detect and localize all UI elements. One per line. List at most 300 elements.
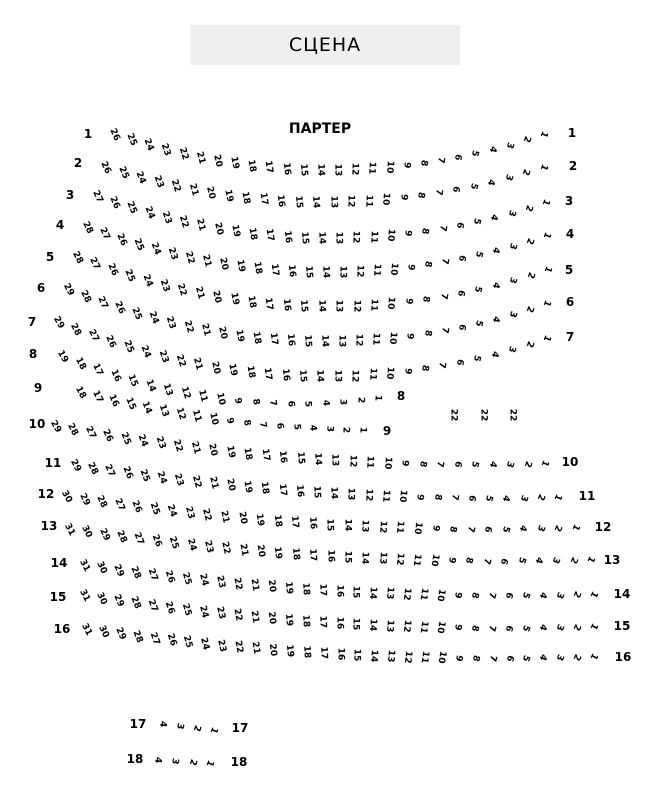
seat[interactable]: 12 — [401, 587, 413, 601]
seat[interactable]: 2 — [523, 236, 536, 246]
seat[interactable]: 20 — [215, 325, 229, 341]
seat[interactable]: 8 — [249, 398, 261, 407]
seat[interactable]: 23 — [213, 574, 227, 590]
seat[interactable]: 1 — [587, 589, 600, 600]
seat[interactable]: 5 — [472, 250, 485, 259]
seat[interactable]: 30 — [79, 524, 95, 541]
seat[interactable]: 17 — [316, 615, 328, 629]
seat[interactable]: 30 — [94, 560, 109, 576]
seat[interactable]: 1 — [207, 725, 220, 735]
seat[interactable]: 18 — [250, 330, 263, 345]
seat[interactable]: 13 — [384, 586, 396, 601]
seat[interactable]: 22 — [171, 438, 185, 454]
seat[interactable]: 15 — [123, 396, 138, 412]
seat[interactable]: 13 — [345, 487, 357, 501]
seat[interactable]: 19 — [228, 292, 241, 307]
seat[interactable]: 15 — [303, 265, 314, 279]
seat[interactable]: 3 — [553, 590, 566, 600]
seat[interactable]: 17 — [261, 367, 274, 381]
seat[interactable]: 9 — [400, 161, 412, 169]
seat[interactable]: 16 — [106, 392, 121, 409]
seat[interactable]: 25 — [122, 268, 137, 284]
seat[interactable]: 15 — [311, 485, 322, 499]
seat[interactable]: 23 — [151, 174, 165, 190]
seat[interactable]: 12 — [347, 454, 358, 468]
seat[interactable]: 1 — [587, 621, 600, 632]
seat[interactable]: 17 — [276, 482, 288, 497]
seat[interactable]: 25 — [124, 200, 139, 216]
seat[interactable]: 3 — [506, 309, 519, 319]
seat[interactable]: 25 — [147, 501, 162, 517]
seat[interactable]: 11 — [379, 488, 391, 503]
seat[interactable]: 20 — [211, 221, 225, 236]
seat[interactable]: 19 — [221, 188, 235, 203]
seat[interactable]: 19 — [234, 259, 247, 274]
seat[interactable]: 21 — [188, 440, 202, 456]
seat[interactable]: 6 — [453, 220, 465, 230]
seat[interactable]: 23 — [159, 142, 173, 158]
seat[interactable]: 4 — [486, 144, 498, 154]
seat[interactable]: 9 — [452, 653, 464, 662]
seat[interactable]: 27 — [145, 597, 160, 613]
seat[interactable]: 27 — [97, 226, 112, 242]
seat[interactable]: 1 — [540, 333, 553, 343]
seat[interactable]: 18 — [251, 261, 264, 276]
seat[interactable]: 9 — [414, 492, 426, 501]
seat[interactable]: 14 — [316, 231, 327, 245]
seat[interactable]: 9 — [452, 591, 464, 600]
seat[interactable]: 23 — [182, 505, 196, 521]
seat[interactable]: 10 — [383, 160, 395, 174]
seat[interactable]: 25 — [118, 430, 133, 447]
seat[interactable]: 5 — [519, 590, 532, 601]
seat[interactable]: 21 — [206, 476, 220, 491]
seat[interactable]: 9 — [231, 396, 243, 405]
seat[interactable]: 31 — [77, 587, 92, 604]
seat[interactable]: 19 — [283, 644, 295, 658]
seat[interactable]: 7 — [434, 460, 446, 469]
seat[interactable]: 11 — [366, 367, 378, 381]
seat[interactable]: 7 — [486, 591, 498, 600]
seat[interactable]: 4 — [485, 177, 497, 187]
seat[interactable]: 17 — [263, 160, 275, 175]
seat[interactable]: 10 — [428, 553, 441, 568]
seat[interactable]: 7 — [439, 257, 450, 266]
seat[interactable]: 24 — [196, 604, 210, 619]
seat[interactable]: 19 — [55, 348, 70, 365]
seat[interactable]: 12 — [173, 406, 187, 422]
seat[interactable]: 12 — [178, 385, 192, 401]
seat[interactable]: 24 — [135, 433, 150, 449]
seat[interactable]: 13 — [337, 265, 348, 279]
seat[interactable]: 23 — [202, 539, 215, 554]
seat[interactable]: 25 — [137, 467, 152, 484]
seat[interactable]: 17 — [307, 548, 318, 562]
seat[interactable]: 12 — [376, 520, 388, 534]
seat[interactable]: 1 — [537, 129, 550, 139]
seat[interactable]: 3 — [506, 275, 519, 285]
seat[interactable]: 2 — [524, 270, 536, 280]
seat[interactable]: 18 — [246, 226, 259, 241]
seat[interactable]: 10 — [434, 620, 447, 635]
seat[interactable]: 25 — [179, 571, 193, 586]
seat[interactable]: 22 — [182, 250, 197, 265]
seat[interactable]: 1 — [357, 426, 368, 434]
seat[interactable]: 9 — [402, 229, 413, 238]
seat[interactable]: 15 — [350, 617, 362, 631]
seat[interactable]: 18 — [244, 365, 257, 380]
seat[interactable]: 12 — [354, 264, 365, 278]
seat[interactable]: 16 — [333, 616, 345, 630]
seat[interactable]: 14 — [315, 163, 326, 177]
seat[interactable]: 10 — [213, 391, 227, 407]
seat[interactable]: 22 — [175, 282, 189, 298]
seat[interactable]: 20 — [217, 256, 230, 271]
seat[interactable]: 4 — [536, 590, 549, 601]
seat[interactable]: 14 — [342, 519, 353, 532]
seat[interactable]: 16 — [333, 584, 345, 598]
seat[interactable]: 24 — [141, 137, 156, 153]
seat[interactable]: 2 — [570, 651, 583, 662]
seat[interactable]: 6 — [502, 591, 515, 601]
seat[interactable]: 3 — [502, 172, 515, 182]
seat[interactable]: 7 — [432, 188, 444, 197]
seat[interactable]: 24 — [142, 205, 157, 221]
seat[interactable]: 21 — [249, 641, 262, 656]
seat[interactable]: 11 — [394, 520, 406, 535]
seat[interactable]: 21 — [237, 542, 250, 557]
seat[interactable]: 22 — [231, 607, 244, 623]
seat[interactable]: 5 — [471, 354, 483, 363]
seat[interactable]: 22 — [507, 408, 518, 422]
seat[interactable]: 6 — [497, 556, 510, 566]
seat[interactable]: 22 — [232, 639, 245, 655]
seat[interactable]: 28 — [114, 529, 129, 545]
seat[interactable]: 21 — [193, 150, 207, 165]
seat[interactable]: 3 — [534, 523, 547, 533]
seat[interactable]: 10 — [385, 296, 397, 310]
seat[interactable]: 16 — [334, 647, 346, 661]
seat[interactable]: 19 — [233, 328, 246, 343]
seat[interactable]: 29 — [47, 418, 63, 435]
seat[interactable]: 17 — [267, 332, 280, 346]
seat[interactable]: 18 — [289, 547, 301, 561]
seat[interactable]: 12 — [349, 163, 360, 176]
seat[interactable]: 26 — [114, 231, 129, 248]
seat[interactable]: 11 — [196, 388, 209, 404]
seat[interactable]: 1 — [538, 458, 551, 468]
seat[interactable]: 17 — [316, 583, 328, 597]
seat[interactable]: 12 — [349, 369, 360, 382]
seat[interactable]: 11 — [417, 587, 430, 602]
seat[interactable]: 11 — [371, 263, 382, 277]
seat[interactable]: 22 — [181, 319, 195, 334]
seat[interactable]: 27 — [87, 256, 103, 273]
seat[interactable]: 30 — [59, 488, 74, 505]
seat[interactable]: 1 — [541, 264, 554, 274]
seat[interactable]: 29 — [111, 562, 126, 579]
seat[interactable]: 15 — [342, 550, 353, 564]
seat[interactable]: 3 — [503, 140, 515, 150]
seat[interactable]: 28 — [80, 219, 95, 236]
seat[interactable]: 7 — [486, 623, 498, 633]
seat[interactable]: 28 — [128, 564, 143, 581]
seat[interactable]: 16 — [293, 484, 305, 498]
seat[interactable]: 9 — [429, 524, 441, 533]
seat[interactable]: 6 — [453, 358, 465, 367]
seat[interactable]: 21 — [186, 182, 200, 198]
seat[interactable]: 15 — [350, 585, 362, 599]
seat[interactable]: 8 — [419, 227, 431, 235]
seat[interactable]: 2 — [340, 426, 351, 433]
seat[interactable]: 15 — [125, 373, 140, 389]
seat[interactable]: 7 — [438, 326, 450, 335]
seat[interactable]: 3 — [174, 722, 185, 731]
seat[interactable]: 18 — [73, 384, 88, 401]
seat[interactable]: 11 — [190, 408, 204, 424]
seat[interactable]: 30 — [94, 590, 109, 607]
seat[interactable]: 28 — [65, 421, 81, 438]
seat[interactable]: 5 — [469, 149, 481, 158]
seat[interactable]: 21 — [191, 356, 205, 372]
seat[interactable]: 14 — [143, 377, 157, 394]
seat[interactable]: 11 — [364, 455, 376, 469]
seat[interactable]: 24 — [165, 503, 179, 519]
seat[interactable]: 26 — [107, 194, 122, 211]
seat[interactable]: 15 — [297, 162, 309, 177]
seat[interactable]: 2 — [523, 339, 535, 349]
seat[interactable]: 12 — [350, 231, 362, 244]
seat[interactable]: 4 — [152, 756, 163, 764]
seat[interactable]: 5 — [302, 400, 313, 408]
seat[interactable]: 28 — [130, 628, 145, 645]
seat[interactable]: 12 — [393, 552, 406, 566]
seat[interactable]: 20 — [211, 153, 224, 168]
seat[interactable]: 12 — [345, 195, 356, 208]
seat[interactable]: 19 — [253, 512, 266, 527]
seat[interactable]: 26 — [98, 160, 113, 176]
seat[interactable]: 16 — [107, 367, 123, 384]
seat[interactable]: 22 — [177, 214, 191, 230]
seat[interactable]: 6 — [482, 524, 494, 534]
seat[interactable]: 24 — [140, 273, 154, 289]
seat[interactable]: 11 — [367, 230, 379, 244]
seat[interactable]: 27 — [147, 630, 161, 646]
seat[interactable]: 9 — [446, 556, 458, 565]
seat[interactable]: 7 — [436, 224, 448, 233]
seat[interactable]: 24 — [133, 170, 148, 186]
seat[interactable]: 30 — [96, 624, 111, 640]
seat[interactable]: 9 — [399, 459, 411, 468]
seat[interactable]: 31 — [62, 521, 77, 538]
seat[interactable]: 8 — [469, 623, 481, 632]
seat[interactable]: 3 — [324, 425, 335, 433]
seat[interactable]: 18 — [239, 190, 252, 205]
seat[interactable]: 13 — [384, 618, 396, 633]
seat[interactable]: 15 — [298, 299, 310, 313]
seat[interactable]: 4 — [489, 280, 501, 290]
seat[interactable]: 6 — [455, 254, 468, 263]
seat[interactable]: 2 — [567, 554, 579, 565]
seat[interactable]: 9 — [404, 331, 416, 340]
seat[interactable]: 28 — [68, 321, 84, 338]
seat[interactable]: 14 — [314, 369, 326, 383]
seat[interactable]: 24 — [138, 344, 153, 360]
seat[interactable]: 19 — [223, 444, 237, 459]
seat[interactable]: 16 — [275, 193, 287, 208]
seat[interactable]: 27 — [131, 531, 146, 547]
seat[interactable]: 20 — [204, 185, 217, 201]
seat[interactable]: 29 — [68, 457, 83, 474]
seat[interactable]: 25 — [181, 634, 195, 650]
seat[interactable]: 26 — [100, 427, 115, 444]
seat[interactable]: 7 — [464, 524, 476, 533]
seat[interactable]: 20 — [265, 579, 277, 594]
seat[interactable]: 5 — [520, 653, 532, 663]
seat[interactable]: 8 — [420, 295, 432, 303]
seat[interactable]: 14 — [312, 452, 323, 466]
seat[interactable]: 18 — [299, 582, 311, 596]
seat[interactable]: 20 — [235, 511, 249, 526]
seat[interactable]: 28 — [94, 494, 109, 510]
seat[interactable]: 11 — [417, 619, 430, 634]
seat[interactable]: 25 — [115, 165, 131, 181]
seat[interactable]: 14 — [367, 618, 379, 632]
seat[interactable]: 1 — [540, 230, 553, 240]
seat[interactable]: 9 — [405, 263, 416, 271]
seat[interactable]: 5 — [515, 556, 527, 566]
seat[interactable]: 10 — [381, 456, 393, 470]
seat[interactable]: 10 — [434, 587, 447, 602]
seat[interactable]: 17 — [90, 362, 105, 378]
seat[interactable]: 20 — [265, 611, 277, 625]
seat[interactable]: 27 — [86, 328, 101, 344]
seat[interactable]: 12 — [401, 619, 413, 633]
seat[interactable]: 8 — [421, 329, 433, 338]
seat[interactable]: 9 — [402, 297, 414, 305]
seat[interactable]: 26 — [103, 334, 118, 350]
seat[interactable]: 8 — [416, 460, 428, 468]
seat[interactable]: 25 — [129, 305, 144, 322]
seat[interactable]: 11 — [370, 332, 382, 346]
seat[interactable]: 3 — [553, 652, 566, 662]
seat[interactable]: 1 — [569, 522, 582, 533]
seat[interactable]: 7 — [448, 493, 460, 502]
seat[interactable]: 10 — [387, 262, 400, 276]
seat[interactable]: 23 — [172, 472, 186, 488]
seat[interactable]: 27 — [83, 424, 98, 441]
seat[interactable]: 17 — [257, 192, 270, 207]
seat[interactable]: 12 — [401, 649, 414, 664]
seat[interactable]: 23 — [153, 435, 168, 451]
seat[interactable]: 12 — [350, 299, 362, 312]
seat[interactable]: 7 — [436, 361, 448, 370]
seat[interactable]: 22 — [200, 507, 214, 523]
seat[interactable]: 10 — [411, 521, 424, 535]
seat[interactable]: 2 — [354, 396, 366, 404]
seat[interactable]: 3 — [169, 756, 181, 765]
seat[interactable]: 23 — [156, 349, 170, 365]
seat[interactable]: 4 — [307, 424, 318, 432]
seat[interactable]: 29 — [50, 314, 66, 331]
seat[interactable]: 2 — [570, 621, 583, 632]
seat[interactable]: 28 — [128, 595, 143, 611]
seat[interactable]: 2 — [552, 522, 564, 533]
seat[interactable]: 1 — [539, 197, 552, 207]
seat[interactable]: 23 — [164, 315, 178, 331]
seat[interactable]: 10 — [435, 650, 448, 665]
seat[interactable]: 22 — [173, 353, 188, 369]
seat[interactable]: 23 — [159, 210, 174, 226]
seat[interactable]: 3 — [505, 208, 517, 218]
seat[interactable]: 18 — [258, 481, 271, 496]
seat[interactable]: 21 — [248, 578, 261, 593]
seat[interactable]: 20 — [209, 360, 222, 375]
seat[interactable]: 13 — [376, 551, 388, 566]
seat[interactable]: 11 — [411, 552, 423, 567]
seat[interactable]: 7 — [486, 653, 498, 663]
seat[interactable]: 19 — [228, 156, 241, 171]
seat[interactable]: 15 — [351, 648, 363, 662]
seat[interactable]: 21 — [198, 322, 212, 338]
seat[interactable]: 4 — [536, 622, 549, 633]
seat[interactable]: 8 — [422, 260, 433, 269]
seat[interactable]: 23 — [157, 277, 172, 294]
seat[interactable]: 3 — [549, 555, 562, 565]
seat[interactable]: 29 — [76, 491, 92, 508]
seat[interactable]: 14 — [328, 486, 339, 500]
seat[interactable]: 2 — [570, 589, 583, 600]
seat[interactable]: 7 — [480, 556, 492, 565]
seat[interactable]: 8 — [431, 493, 443, 502]
seat[interactable]: 29 — [61, 281, 76, 298]
seat[interactable]: 22 — [176, 146, 190, 162]
seat[interactable]: 31 — [79, 621, 94, 638]
seat[interactable]: 16 — [285, 264, 298, 278]
seat[interactable]: 5 — [470, 217, 483, 226]
seat[interactable]: 10 — [206, 411, 220, 427]
seat[interactable]: 1 — [203, 758, 216, 768]
seat[interactable]: 8 — [463, 556, 475, 565]
seat[interactable]: 17 — [268, 263, 281, 277]
seat[interactable]: 11 — [368, 298, 379, 312]
seat[interactable]: 26 — [107, 127, 122, 143]
seat[interactable]: 17 — [89, 389, 105, 405]
seat[interactable]: 24 — [184, 537, 198, 553]
seat[interactable]: 2 — [520, 135, 533, 145]
seat[interactable]: 10 — [384, 366, 396, 380]
seat[interactable]: 25 — [179, 602, 193, 617]
seat[interactable]: 5 — [499, 524, 511, 534]
seat[interactable]: 2 — [186, 757, 198, 766]
seat[interactable]: 5 — [472, 284, 484, 294]
seat[interactable]: 18 — [241, 446, 254, 461]
seat[interactable]: 2 — [520, 167, 532, 178]
seat[interactable]: 20 — [206, 442, 219, 458]
seat[interactable]: 19 — [282, 580, 294, 595]
seat[interactable]: 9 — [452, 623, 464, 632]
seat[interactable]: 6 — [503, 653, 515, 663]
seat[interactable]: 3 — [517, 493, 529, 503]
seat[interactable]: 2 — [522, 203, 534, 213]
seat[interactable]: 20 — [224, 477, 237, 493]
seat[interactable]: 5 — [519, 623, 532, 633]
seat[interactable]: 15 — [324, 518, 335, 531]
seat[interactable]: 26 — [129, 498, 144, 515]
seat[interactable]: 25 — [121, 339, 136, 355]
seat[interactable]: 13 — [385, 649, 397, 663]
seat[interactable]: 6 — [465, 493, 477, 502]
